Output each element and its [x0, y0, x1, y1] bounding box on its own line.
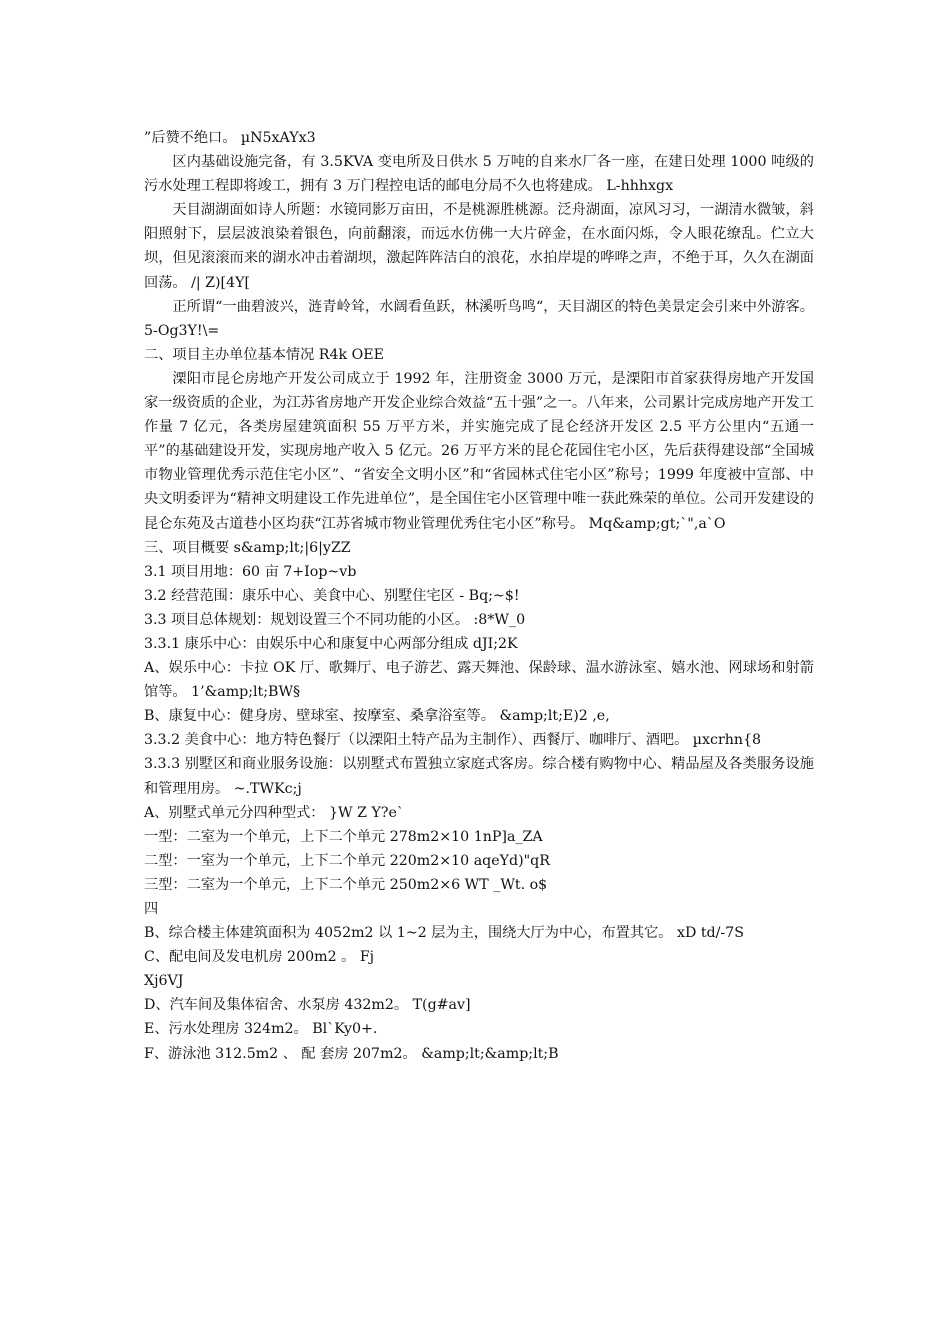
list-item: B、康复中心：健身房、壁球室、按摩室、桑拿浴室等。 &amp;lt;E)2 ,e,: [144, 708, 610, 725]
list-item: D、汽车间及集体宿舍、水泵房 432m2。 T(g#av]: [144, 997, 471, 1014]
list-item: 一型：二室为一个单元，上下二个单元 278m2×10 1nP]a_ZA: [144, 828, 543, 845]
list-item: 3.3 项目总体规划：规划设置三个不同功能的小区。 :8*W_0: [144, 611, 526, 628]
paragraph: 天目湖湖面如诗人所题：水镜同影万亩田，不是桃源胜桃源。泛舟湖面，凉风习习，一湖清水微皱，斜阳照射下，层层波浪染着银色，向前翻滚，而远水仿佛一大片碎金，在水面闪烁，令人眼花缭乱。伫立大坝，但见滚滚而来的湖水冲击着湖坝，激起阵阵洁白的浪花，水拍岸堤的哗哗之声，不绝于耳，久久在湖面回荡。 /| Z)[4Y[: [144, 202, 814, 291]
list-item: 3.1 项目用地：60 亩 7+Iop~vb: [144, 563, 357, 580]
section-heading: 二、项目主办单位基本情况 R4k OEE: [144, 346, 384, 363]
list-item: 三型：二室为一个单元，上下二个单元 250m2×6 WT _Wt. o$: [144, 876, 548, 893]
section-heading: 三、项目概要 s&amp;lt;|6|yZZ: [144, 539, 351, 556]
list-item: C、配电间及发电机房 200m2 。 Fj: [144, 949, 375, 966]
list-item: 3.2 经营范围：康乐中心、美食中心、别墅住宅区 - Bq;~$!: [144, 587, 520, 604]
list-item: F、游泳池 312.5m2 、 配 套房 207m2。 &amp;lt;&amp;lt;B: [144, 1045, 559, 1062]
list-item: 3.3.2 美食中心：地方特色餐厅（以溧阳土特产品为主制作）、西餐厅、咖啡厅、酒吧。 µxcrhn{8: [144, 732, 762, 749]
text-line: ”后赞不绝口。 µN5xAYx3: [144, 130, 316, 146]
text-line: 四: [144, 901, 159, 917]
list-item: B、综合楼主体建筑面积为 4052m2 以 1~2 层为主，围绕大厅为中心，布置其它。 xD td/-7S: [144, 925, 744, 942]
paragraph: 溧阳市昆仑房地产开发公司成立于 1992 年，注册资金 3000 万元，是溧阳市首家获得房地产开发国家一级资质的企业，为江苏省房地产开发企业综合效益“五十强”之一。八年来，公司累计完成房地产开发工作量 7 亿元，各类房屋建筑面积 55 万平方米，并实施完成了昆仑经济开发区 2.5 平方公里内“五通一平”的基础建设开发，实现房地产收入 5 亿元。26 万平方米的昆仑花园住宅小区，先后获得建设部“全国城市物业管理优秀示范住宅小区”、“省安全文明小区”和“省园林式住宅小区”称号；1999 年度被中宣部、中央文明委评为“精神文明建设工作先进单位”，是全国住宅小区管理中唯一获此殊荣的单位。公司开发建设的昆仑东苑及古道巷小区均获“江苏省城市物业管理优秀住宅小区”称号。 Mq&amp;gt;`",a`O: [144, 370, 814, 532]
paragraph: 区内基础设施完备，有 3.5KVA 变电所及日供水 5 万吨的自来水厂各一座，在建日处理 1000 吨级的污水处理工程即将竣工，拥有 3 万门程控电话的邮电分局不久也将建成。 L-hhhxgx: [144, 154, 814, 195]
list-item: A、别墅式单元分四种型式： }W Z Y?e`: [144, 804, 404, 821]
paragraph: 正所谓“一曲碧波兴，涟青岭耸，水阔看鱼跃，林溪听鸟鸣“，天目湖区的特色美景定会引来中外游客。 5-Og3Y!\=: [144, 298, 814, 339]
list-item: 3.3.1 康乐中心：由娱乐中心和康复中心两部分组成 dJI;2K: [144, 635, 518, 652]
list-item: E、污水处理房 324m2。 Bl`Ky0+.: [144, 1021, 378, 1038]
text-line: Xj6VJ: [144, 973, 184, 990]
document-page: [144, 126, 814, 1066]
list-item: A、娱乐中心：卡拉 OK 厅、歌舞厅、电子游艺、露天舞池、保龄球、温水游泳室、嬉水池、网球场和射箭馆等。 1’&amp;lt;BW§: [144, 660, 814, 701]
list-item: 3.3.3 别墅区和商业服务设施：以别墅式布置独立家庭式客房。综合楼有购物中心、精品屋及各类服务设施和管理用房。 ~.TWKc;j: [144, 756, 814, 797]
list-item: 二型：一室为一个单元，上下二个单元 220m2×10 aqeYd)"qR: [144, 852, 550, 869]
